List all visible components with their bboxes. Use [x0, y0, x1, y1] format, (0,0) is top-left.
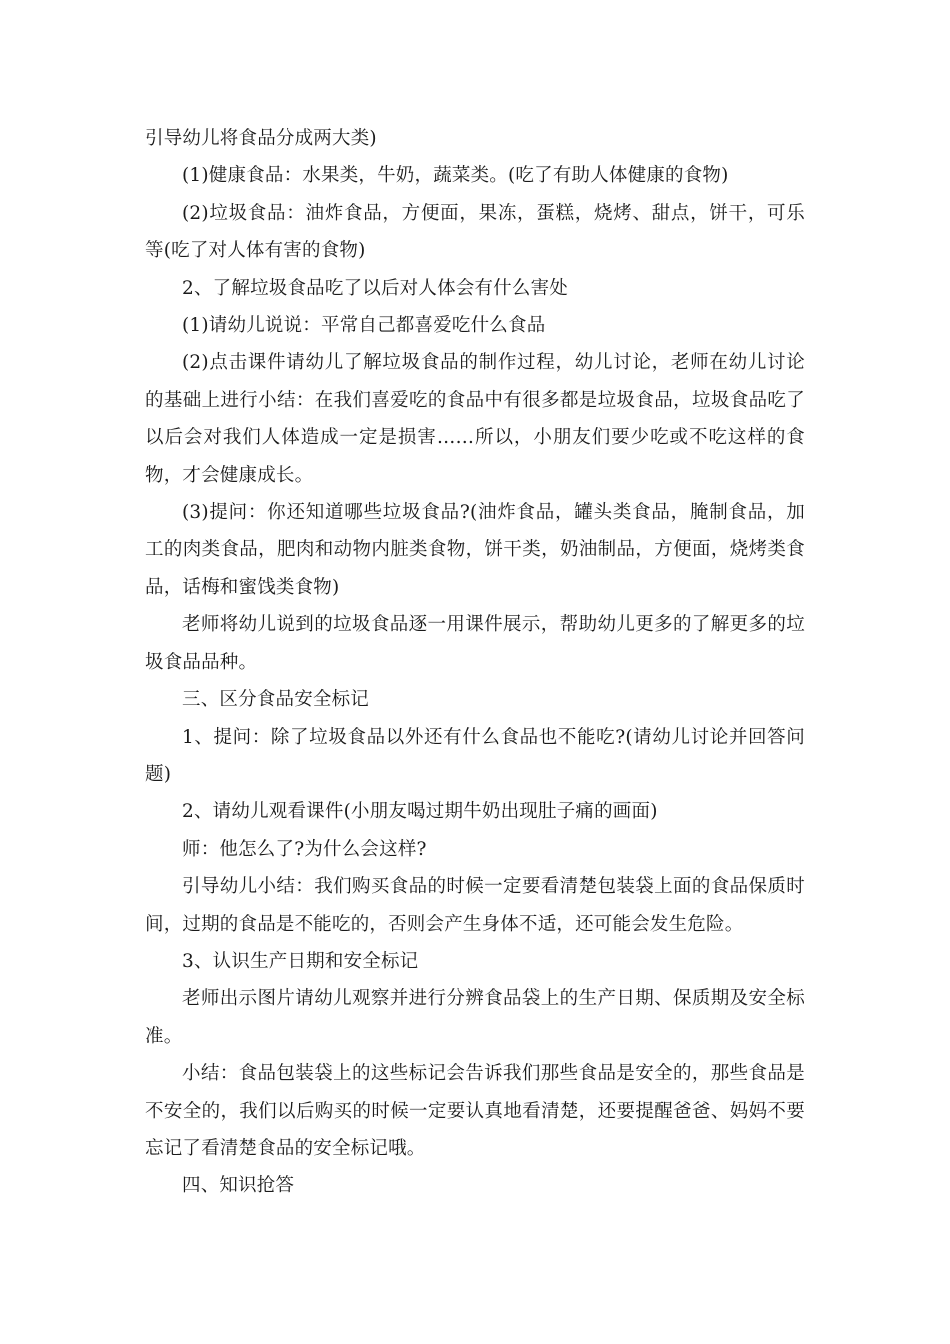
paragraph-teacher-pictures: 老师出示图片请幼儿观察并进行分辨食品袋上的生产日期、保质期及安全标准。 [145, 988, 805, 1047]
paragraph-ask-children: (1)请幼儿说说：平常自己都喜爱吃什么食品 [182, 315, 546, 337]
paragraph-healthy-food: (1)健康食品：水果类，牛奶，蔬菜类。(吃了有助人体健康的食物) [182, 165, 729, 187]
section-heading-safety-marks: 三、区分食品安全标记 [182, 689, 370, 711]
paragraph-intro: 引导幼儿将食品分成两大类) [145, 128, 377, 149]
paragraph-junk-food: (2)垃圾食品：油炸食品，方便面，果冻，蛋糕，烧烤、甜点，饼干，可乐等(吃了对人体有害的食物) [145, 202, 805, 262]
document-body [145, 120, 805, 1205]
paragraph-teacher-display: 老师将幼儿说到的垃圾食品逐一用课件展示，帮助幼儿更多的了解更多的垃圾食品品种。 [145, 614, 805, 673]
paragraph-heading-production-date: 3、认识生产日期和安全标记 [182, 950, 419, 972]
paragraph-watch-courseware: 2、请幼儿观看课件(小朋友喝过期牛奶出现肚子痛的画面) [182, 801, 658, 823]
paragraph-guided-summary: 引导幼儿小结：我们购买食品的时候一定要看清楚包装袋上面的食品保质时间，过期的食品是不能吃的，否则会产生身体不适，还可能会发生危险。 [145, 876, 805, 935]
paragraph-question-other-food: 1、提问：除了垃圾食品以外还有什么食品也不能吃?(请幼儿讨论并回答问题) [145, 726, 805, 785]
paragraph-teacher-question: 师：他怎么了?为什么会这样? [182, 838, 427, 860]
paragraph-courseware-discussion: (2)点击课件请幼儿了解垃圾食品的制作过程，幼儿讨论，老师在幼儿讨论的基础上进行小结：在我们喜爱吃的食品中有很多都是垃圾食品，垃圾食品吃了以后会对我们人体造成一定是损害……所以，小朋友们要少吃或不吃这样的食物，才会健康成长。 [145, 352, 805, 486]
paragraph-question-junk-food: (3)提问：你还知道哪些垃圾食品?(油炸食品，罐头类食品，腌制食品，加工的肉类食品，肥肉和动物内脏类食物，饼干类，奶油制品，方便面，烧烤类食品，话梅和蜜饯类食物) [145, 502, 805, 598]
paragraph-heading-harm: 2、了解垃圾食品吃了以后对人体会有什么害处 [182, 277, 568, 299]
paragraph-summary-safety: 小结：食品包装袋上的这些标记会告诉我们那些食品是安全的，那些食品是不安全的，我们以后购买的时候一定要认真地看清楚，还要提醒爸爸、妈妈不要忘记了看清楚食品的安全标记哦。 [145, 1063, 805, 1159]
section-heading-quiz: 四、知识抢答 [182, 1175, 295, 1197]
